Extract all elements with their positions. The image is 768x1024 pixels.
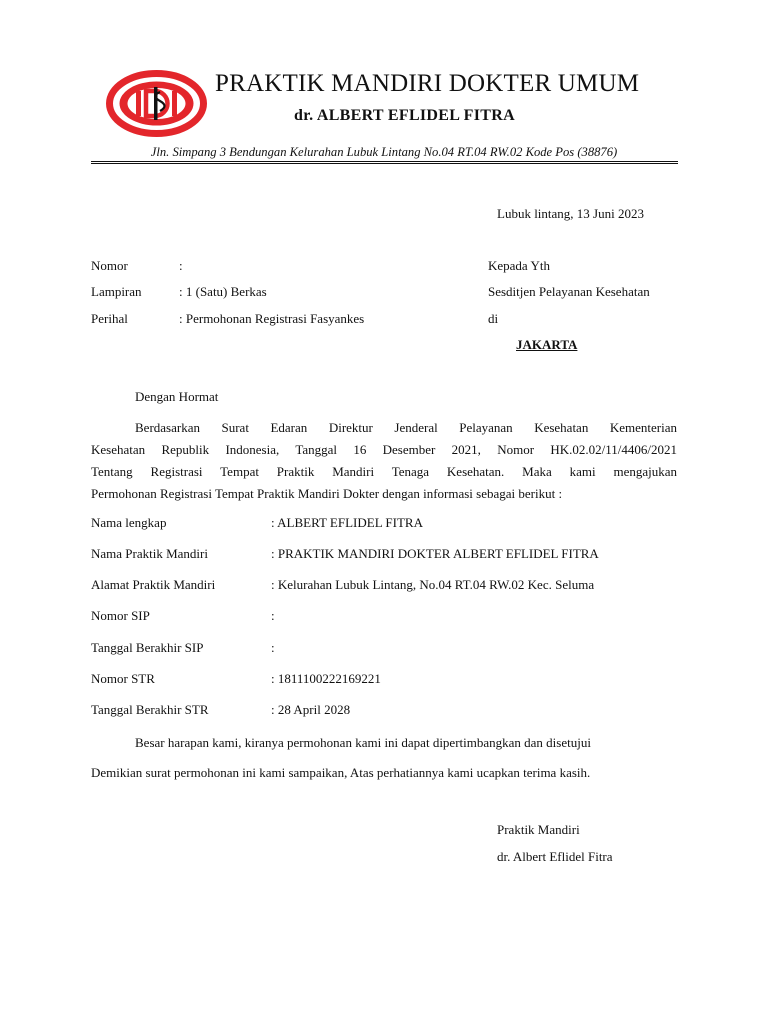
- recipient-line1: Kepada Yth: [488, 258, 550, 273]
- detail-value-praktik: : PRAKTIK MANDIRI DOKTER ALBERT EFLIDEL FITRA: [271, 546, 599, 561]
- body-line-1: Berdasarkan Surat Edaran Direktur Jenderal Pelayanan Kesehatan Kementerian: [135, 420, 677, 435]
- doctor-name: dr. ALBERT EFLIDEL FITRA: [294, 107, 515, 124]
- signature-title: Praktik Mandiri: [497, 822, 580, 837]
- closing-hope: Besar harapan kami, kiranya permohonan kami ini dapat dipertimbangkan dan disetujui: [135, 735, 591, 750]
- detail-label-str: Nomor STR: [91, 671, 155, 686]
- recipient-line3: di: [488, 311, 499, 326]
- header-divider-thin: [91, 163, 678, 164]
- header-divider: [91, 161, 678, 162]
- body-line-2: Kesehatan Republik Indonesia, Tanggal 16 Desember 2021, Nomor HK.02.02/11/4406/2021: [91, 442, 677, 457]
- signature-name: dr. Albert Eflidel Fitra: [497, 849, 613, 864]
- body-line-4: Permohonan Registrasi Tempat Praktik Mandiri Dokter dengan informasi sebagai berikut :: [91, 486, 563, 501]
- meta-value-lampiran: : 1 (Satu) Berkas: [179, 284, 267, 299]
- body-line-3: Tentang Registrasi Tempat Praktik Mandiri Tenaga Kesehatan. Maka kami mengajukan: [91, 464, 677, 479]
- practice-title: PRAKTIK MANDIRI DOKTER UMUM: [215, 70, 640, 97]
- salutation: Dengan Hormat: [135, 389, 219, 404]
- detail-value-nama: : ALBERT EFLIDEL FITRA: [271, 515, 423, 530]
- recipient-city: JAKARTA: [516, 337, 578, 352]
- date-line: Lubuk lintang, 13 Juni 2023: [497, 206, 644, 221]
- meta-label-lampiran: Lampiran: [91, 284, 142, 299]
- detail-label-praktik: Nama Praktik Mandiri: [91, 546, 208, 561]
- detail-value-sip-end: :: [271, 640, 275, 655]
- meta-label-nomor: Nomor: [91, 258, 128, 273]
- detail-label-sip: Nomor SIP: [91, 608, 150, 623]
- detail-label-alamat: Alamat Praktik Mandiri: [91, 577, 216, 592]
- recipient-line2: Sesditjen Pelayanan Kesehatan: [488, 284, 650, 299]
- detail-label-nama: Nama lengkap: [91, 515, 167, 530]
- meta-value-perihal: : Permohonan Registrasi Fasyankes: [179, 311, 365, 326]
- detail-value-sip: :: [271, 608, 275, 623]
- practice-address: Jln. Simpang 3 Bendungan Kelurahan Lubuk Lintang No.04 RT.04 RW.02 Kode Pos (38876): [150, 145, 618, 159]
- idi-logo: [106, 70, 207, 137]
- detail-value-str-end: : 28 April 2028: [271, 702, 351, 717]
- detail-label-str-end: Tanggal Berakhir STR: [91, 702, 209, 717]
- detail-value-str: : 1811100222169221: [271, 671, 381, 686]
- detail-value-alamat: : Kelurahan Lubuk Lintang, No.04 RT.04 RW.02 Kec. Seluma: [271, 577, 595, 592]
- meta-value-nomor: :: [179, 258, 183, 273]
- meta-label-perihal: Perihal: [91, 311, 128, 326]
- detail-label-sip-end: Tanggal Berakhir SIP: [91, 640, 204, 655]
- closing-thanks: Demikian surat permohonan ini kami sampaikan, Atas perhatiannya kami ucapkan terima kasih.: [91, 765, 591, 780]
